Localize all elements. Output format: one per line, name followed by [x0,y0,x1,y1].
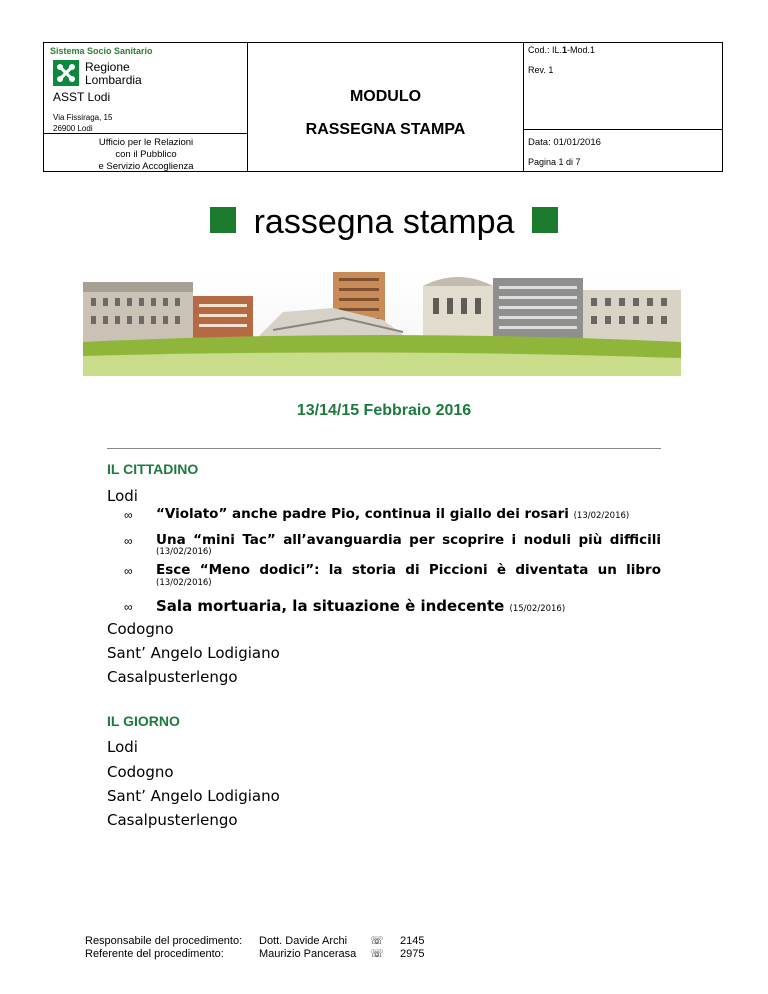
address-city: 26900 Lodi [53,124,93,133]
footer-name-referent: Maurizio Pancerasa [259,948,357,960]
module-subtitle: RASSEGNA STAMPA [305,121,466,138]
bullet-icon: ∞ [124,534,133,548]
article-title: Esce “Meno dodici”: la storia di Piccioni è diventata un libro [156,562,661,578]
date-page-box [524,129,723,173]
green-square-icon [532,207,558,233]
region-name-line2: Lombardia [85,73,142,87]
page-number: Pagina 1 di 7 [528,157,581,167]
footer-names [259,935,356,961]
bullet-icon: ∞ [124,600,133,614]
region-name-line1: Regione [85,60,130,74]
header-right-cell [523,43,722,171]
section-heading: IL CITTADINO [107,461,199,477]
article-title: Una “mini Tac” all’avanguardia per scoprire i noduli più difficili [156,532,661,548]
document-revision: Rev. 1 [528,65,554,75]
location-label: Lodi [107,738,138,756]
header-left-cell [44,43,248,171]
date-heading: 13/14/15 Febbraio 2016 [296,402,472,419]
footer-ext-referent: 2975 [400,948,425,960]
footer-ext-responsible: 2145 [400,935,425,947]
location-label: Sant’ Angelo Lodigiano [107,787,280,805]
location-label: Casalpusterlengo [107,811,238,829]
office-name [44,133,248,173]
location-label: Lodi [107,487,138,505]
hospital-banner-image [83,268,681,376]
document-header [43,42,723,172]
org-name: Sistema Socio Sanitario [50,46,153,56]
footer-label-responsible: Responsabile del procedimento: [85,935,243,947]
green-square-icon [210,207,236,233]
location-label: Codogno [107,763,174,781]
article-date: (13/02/2016) [156,547,212,557]
article-date: (13/02/2016) [156,578,212,588]
office-line3: e Servizio Accoglienza [98,161,194,172]
document-code: Cod.: IL.1-Mod.1 [528,45,596,55]
office-line2: con il Pubblico [115,149,177,160]
asst-name: ASST Lodi [53,90,111,104]
location-label: Codogno [107,620,174,638]
document-date: Data: 01/01/2016 [528,137,601,148]
footer-label-referent: Referente del procedimento: [85,948,224,960]
location-label: Sant’ Angelo Lodigiano [107,644,280,662]
office-line1: Ufficio per le Relazioni [98,137,194,148]
article-title: Sala mortuaria, la situazione è indecente (15/02/2016) [156,597,566,615]
article-title: “Violato” anche padre Pio, continua il giallo dei rosari (13/02/2016) [156,506,630,522]
divider [107,448,661,449]
section-heading: IL GIORNO [107,713,180,729]
address-street: Via Fissiraga, 15 [53,113,113,122]
footer-extensions [400,935,424,961]
page-title-text: rassegna stampa [253,203,515,241]
footer-name-responsible: Dott. Davide Archi [259,935,348,947]
footer-phone-icons [370,935,384,961]
page-title [0,203,768,242]
header-center-cell [248,43,523,171]
location-label: Casalpusterlengo [107,668,238,686]
phone-icon: ☏ [370,948,384,960]
bullet-icon: ∞ [124,508,133,522]
phone-icon: ☏ [370,935,384,947]
regione-lombardia-logo-icon [53,60,79,86]
bullet-icon: ∞ [124,564,133,578]
footer-labels [85,935,242,961]
module-title: MODULO [349,88,422,105]
